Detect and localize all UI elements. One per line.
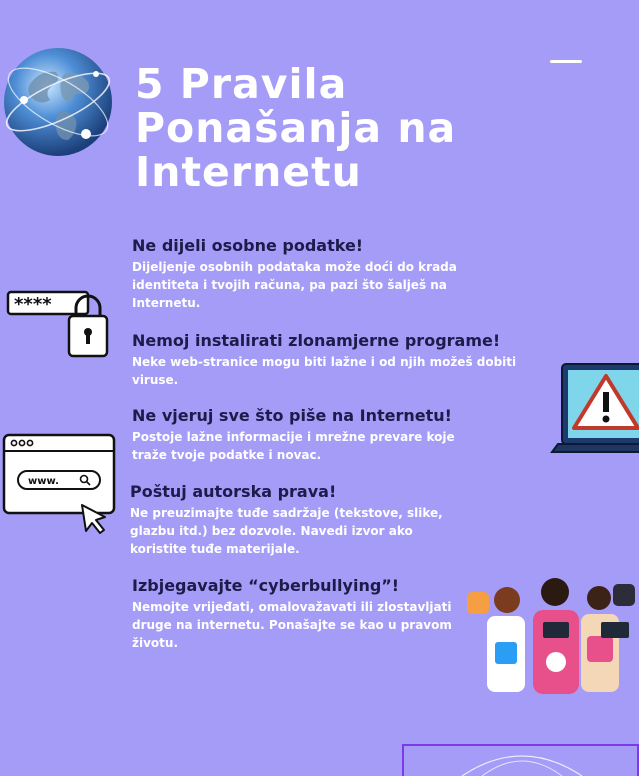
globe-outline-icon	[402, 744, 639, 776]
password-lock-icon	[6, 288, 112, 360]
browser-address: www.	[28, 476, 59, 487]
rule-3-heading: Ne vjeruj sve što piše na Internetu!	[132, 406, 452, 425]
rule-3-text: Postoje lažne informacije i mrežne prevare koje traže tvoje podatke i novac.	[132, 430, 455, 462]
rule-4-text: Ne preuzimajte tuđe sadržaje (tekstove, slike, glazbu itd.) bez dozvole. Navedi izvor ako koristite tuđe materijale.	[130, 506, 443, 556]
rule-5-heading: Izbjegavajte “cyberbullying”!	[132, 576, 400, 595]
rule-5-text: Nemojte vrijeđati, omalovažavati ili zlostavljati druge na internetu. Ponašajte se kao u pravom životu.	[132, 600, 452, 650]
rule-1	[132, 236, 542, 312]
rule-4-heading: Poštuj autorska prava!	[130, 482, 337, 501]
rule-4	[130, 482, 540, 558]
title-line-2: Ponašanja na	[135, 104, 457, 152]
globe-icon	[0, 44, 118, 162]
page-title	[135, 62, 456, 194]
laptop-warning-icon	[548, 362, 639, 466]
rule-1-heading: Ne dijeli osobne podatke!	[132, 236, 364, 255]
rule-2-heading: Nemoj instalirati zlonamjerne programe!	[132, 331, 501, 350]
rule-2-text: Neke web-stranice mogu biti lažne i od njih možeš dobiti viruse.	[132, 355, 517, 387]
rule-2	[132, 331, 552, 389]
rule-3	[132, 406, 542, 464]
decorative-dash	[550, 60, 582, 63]
browser-cursor-icon	[2, 433, 118, 535]
rule-1-text: Dijeljenje osobnih podataka može doći do krada identiteta i tvojih računa, pa pazi što šalješ na Internetu.	[132, 260, 457, 310]
people-devices-icon	[465, 572, 637, 696]
title-line-3: Internetu	[135, 148, 362, 196]
password-mask: ****	[14, 294, 52, 315]
title-line-1: 5 Pravila	[135, 60, 348, 108]
